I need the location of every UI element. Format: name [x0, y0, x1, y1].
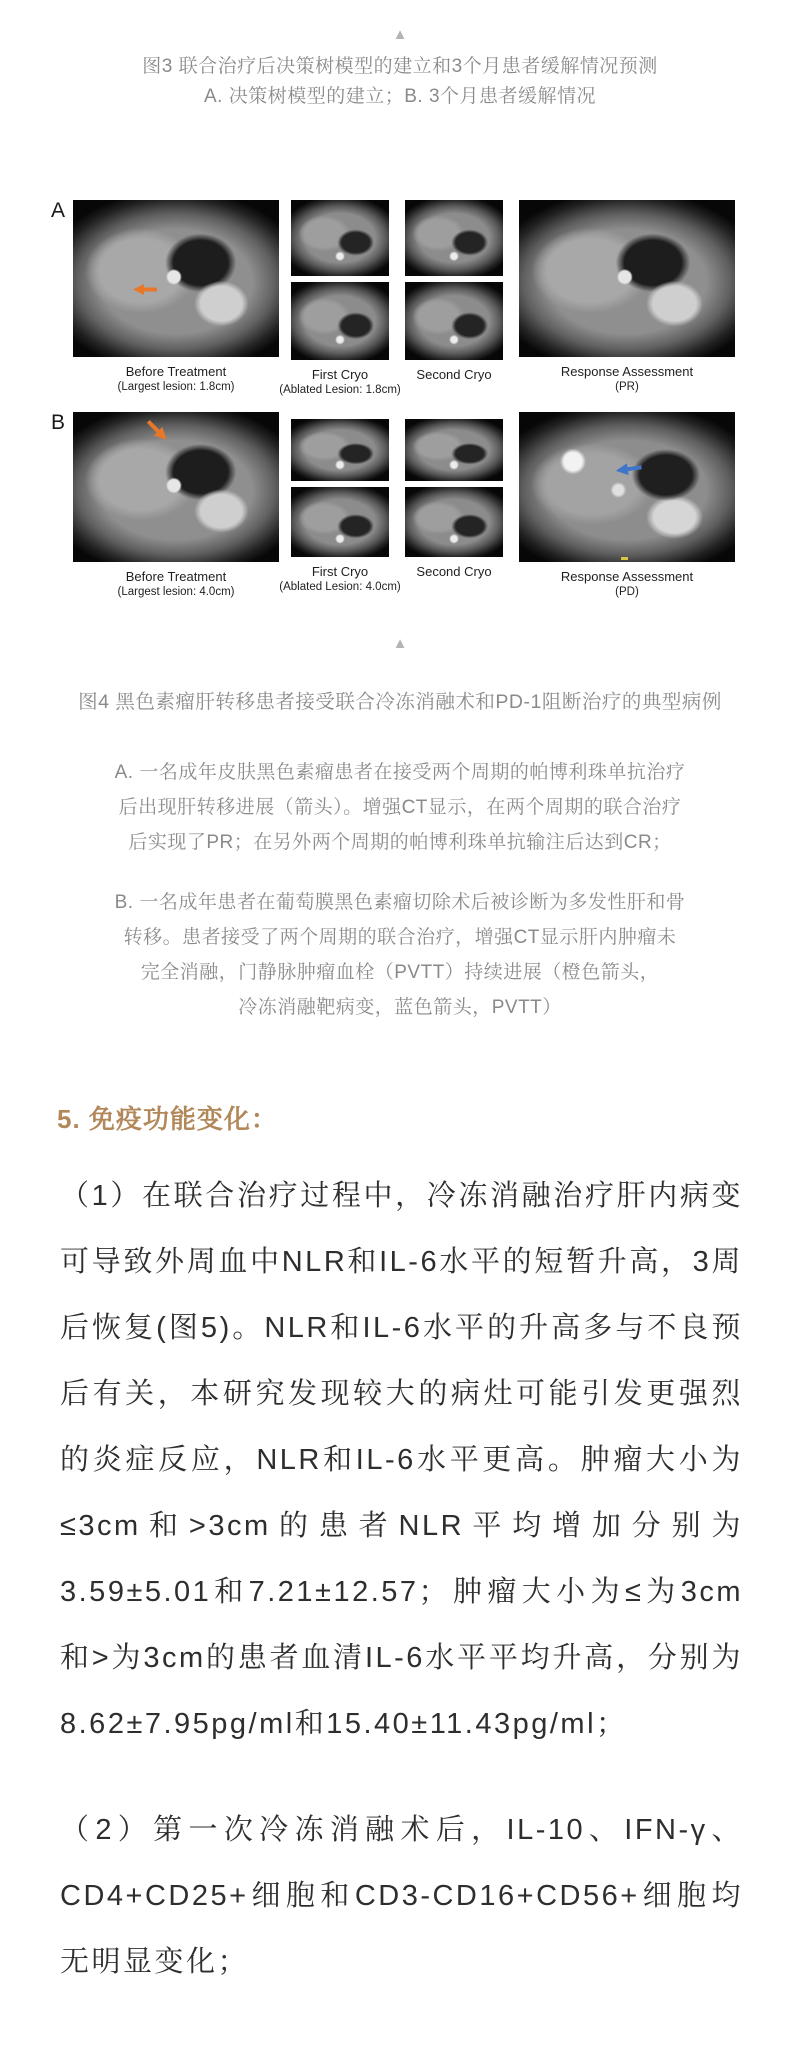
figure4-description-b-line3: 完全消融，门静脉肿瘤血栓（PVTT）持续进展（橙色箭头，: [140, 962, 660, 983]
column-response-assessment-b: [519, 412, 735, 599]
figure4-row-a: [51, 200, 749, 397]
ct-image-b-before-treatment: [73, 412, 279, 562]
ct-image-title: First Cryo: [311, 367, 369, 382]
ct-image-a-second-cryo-1: [405, 200, 503, 276]
column-second-cryo-b: [405, 412, 503, 580]
ct-image-a-second-cryo-2: [405, 282, 503, 360]
ct-image-subtitle: (PR): [615, 381, 639, 393]
figure3-caption: [0, 52, 800, 112]
figure4-description-a-line2: 后出现肝转移进展（箭头）。增强CT显示，在两个周期的联合治疗: [118, 797, 682, 818]
ct-image-b-first-cryo-2: [291, 487, 389, 557]
panel-b-label: B: [51, 411, 66, 434]
column-first-cryo-a: [279, 200, 401, 397]
ct-image-title: Second Cryo: [416, 367, 492, 382]
orange-arrow-icon: [133, 282, 157, 300]
ct-image-b-second-cryo-1: [405, 419, 503, 481]
column-first-cryo-b: [279, 412, 401, 594]
ct-image-subtitle: (Ablated Lesion: 4.0cm): [279, 581, 401, 593]
section-5-paragraph-2: （2）第一次冷冻消融术后，IL-10、IFN-γ、CD4+CD25+细胞和CD3-CD16+CD56+细胞均无明显变化；: [60, 1814, 743, 1978]
figure4-description-a-line3: 后实现了PR；在另外两个周期的帕博利珠单抗输注后达到CR；: [128, 832, 672, 853]
column-response-assessment-a: [519, 200, 735, 394]
ct-image-label: [118, 569, 235, 599]
figure4-description-b: [0, 885, 800, 1025]
ct-image-subtitle: (Largest lesion: 1.8cm): [117, 381, 235, 393]
panel-a-label: A: [51, 199, 66, 222]
column-before-treatment-a: [73, 200, 279, 394]
ct-image-title: Before Treatment: [125, 569, 227, 584]
figure4-image-panel: [0, 200, 800, 599]
column-before-treatment-b: [73, 412, 279, 599]
ct-image-b-second-cryo-2: [405, 487, 503, 557]
yellow-mark: [621, 557, 628, 560]
ct-image-a-first-cryo-2: [291, 282, 389, 360]
ct-image-title: Before Treatment: [125, 364, 227, 379]
ct-image-label: [118, 364, 235, 394]
column-second-cryo-a: [405, 200, 503, 383]
collapse-arrow-icon[interactable]: ▲: [392, 26, 408, 43]
ct-image-a-before-treatment: [73, 200, 279, 357]
ct-image-label: [279, 564, 400, 594]
ct-image-title: First Cryo: [311, 564, 369, 579]
ct-image-title: Response Assessment: [560, 569, 694, 584]
section-5-heading: 5. 免疫功能变化：: [57, 1104, 278, 1134]
ct-image-subtitle: (PD): [615, 586, 639, 598]
figure4-description-a-line1: A. 一名成年皮肤黑色素瘤患者在接受两个周期的帕博利珠单抗治疗: [114, 762, 686, 783]
figure4-row-b: [51, 412, 749, 599]
ct-image-a-response-assessment: [519, 200, 735, 357]
ct-image-label: [561, 364, 693, 394]
ct-image-label: [279, 367, 400, 397]
ct-image-label: [416, 367, 491, 383]
ct-image-label: [416, 564, 491, 580]
figure3-caption-line2: A. 决策树模型的建立；B. 3个月患者缓解情况: [203, 86, 597, 107]
figure4-description-b-line4: 冷冻消融靶病变，蓝色箭头，PVTT）: [238, 997, 562, 1018]
ct-image-subtitle: (Ablated Lesion: 1.8cm): [279, 384, 401, 396]
ct-image-b-first-cryo-1: [291, 419, 389, 481]
ct-image-title: Second Cryo: [416, 564, 492, 579]
ct-image-label: [561, 569, 693, 599]
ct-image-b-response-assessment: [519, 412, 735, 562]
blue-arrow-icon: [615, 460, 643, 481]
collapse-arrow-icon[interactable]: ▲: [392, 635, 408, 652]
ct-image-title: Response Assessment: [560, 364, 694, 379]
figure4-caption: 图4 黑色素瘤肝转移患者接受联合冷冻消融术和PD-1阻断治疗的典型病例: [78, 691, 722, 713]
figure4-description-b-line2: 转移。患者接受了两个周期的联合治疗，增强CT显示肝内肿瘤未: [123, 927, 677, 948]
figure4-description-a: [0, 755, 800, 860]
orange-arrow-icon: [140, 416, 171, 447]
figure3-caption-line1: 图3 联合治疗后决策树模型的建立和3个月患者缓解情况预测: [142, 56, 658, 77]
ct-image-subtitle: (Largest lesion: 4.0cm): [117, 586, 235, 598]
section-5-paragraph-1: （1）在联合治疗过程中，冷冻消融治疗肝内病变可导致外周血中NLR和IL-6水平的短暂升高，3周后恢复(图5)。NLR和IL-6水平的升高多与不良预后有关，本研究发现较大的病灶可能引发更强烈的炎症反应，NLR和IL-6水平更高。肿瘤大小为≤3cm和>3cm的患者NLR平均增加分别为3.59±5.01和7.21±12.57；肿瘤大小为≤为3cm和>为3cm的患者血清IL-6水平平均升高，分别为8.62±7.95pg/ml和15.40±11.43pg/ml；: [60, 1180, 743, 1740]
ct-image-a-first-cryo-1: [291, 200, 389, 276]
figure4-description-b-line1: B. 一名成年患者在葡萄膜黑色素瘤切除术后被诊断为多发性肝和骨: [114, 892, 686, 913]
